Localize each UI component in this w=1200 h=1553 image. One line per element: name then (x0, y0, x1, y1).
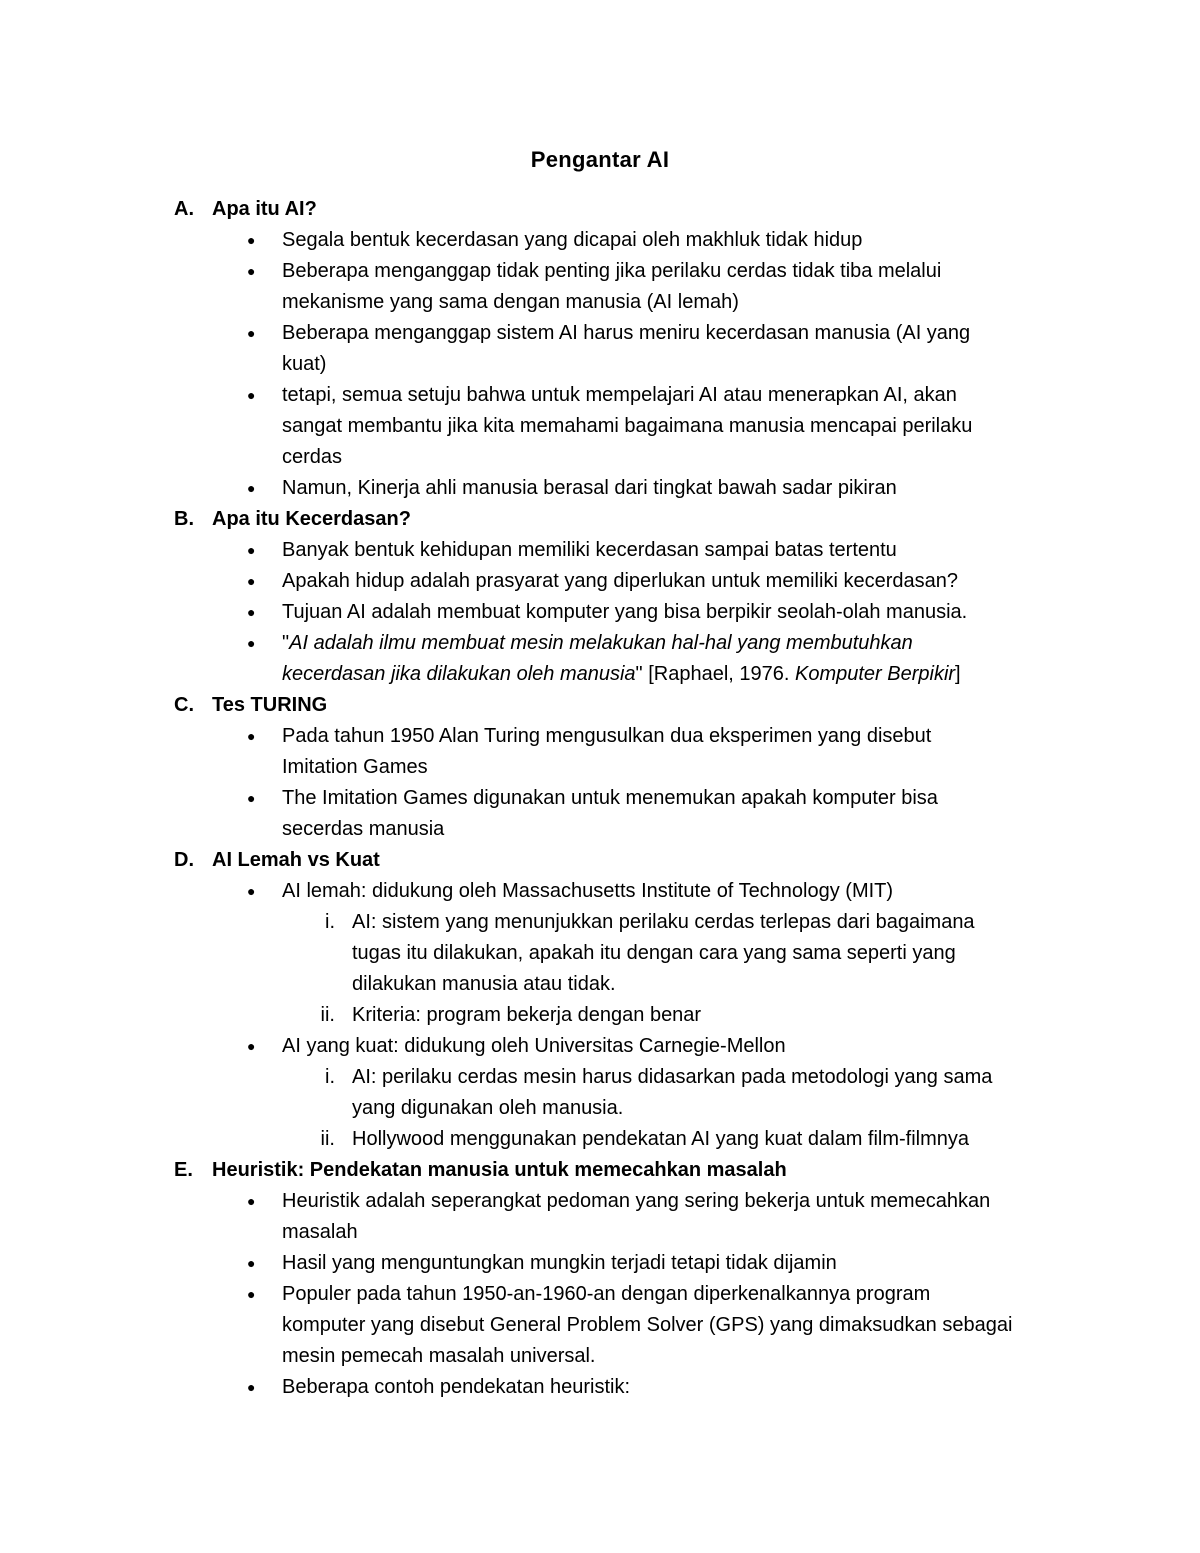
list-item-continuation: cerdas (282, 446, 343, 468)
sub-list-item: ii. Kriteria: program bekerja dengan benar (0, 1000, 1200, 1031)
bullet-icon: ● (247, 387, 256, 403)
list-item-quote (0, 628, 1200, 659)
sub-list-item: i. AI: sistem yang menunjukkan perilaku cerdas terlepas dari bagaimana (0, 907, 1200, 938)
bullet-icon: ● (247, 480, 256, 496)
list-item: ● Banyak bentuk kehidupan memiliki kecerdasan sampai batas tertentu (0, 535, 1200, 566)
bullet-icon: ● (247, 232, 256, 248)
section-heading (0, 845, 1200, 876)
quote-line-2: kecerdasan jika dilakukan oleh manusia" [Raphael, 1976. Komputer Berpikir] (282, 663, 961, 685)
list-item-continuation: mekanisme yang sama dengan manusia (AI lemah) (282, 291, 739, 313)
list-item: ● Heuristik adalah seperangkat pedoman yang sering bekerja untuk memecahkan (0, 1186, 1200, 1217)
section-heading (0, 690, 1200, 721)
list-item: ● Tujuan AI adalah membuat komputer yang bisa berpikir seolah-olah manusia. (0, 597, 1200, 628)
quote-line-1: "AI adalah ilmu membuat mesin melakukan hal-hal yang membutuhkan (282, 632, 913, 654)
list-item: ● AI lemah: didukung oleh Massachusetts Institute of Technology (MIT) (0, 876, 1200, 907)
list-item: ● Beberapa contoh pendekatan heuristik: (0, 1372, 1200, 1403)
bullet-icon: ● (247, 325, 256, 341)
bullet-icon: ● (247, 542, 256, 558)
list-item: ● Namun, Kinerja ahli manusia berasal dari tingkat bawah sadar pikiran (0, 473, 1200, 504)
section-title: Apa itu Kecerdasan? (212, 508, 411, 530)
section-letter: C. (174, 694, 194, 716)
section-letter: A. (174, 198, 194, 220)
section-letter: B. (174, 508, 194, 530)
sub-list-item-continuation: yang digunakan oleh manusia. (352, 1097, 624, 1119)
page-title: Pengantar AI (530, 147, 670, 172)
list-item-continuation: Imitation Games (282, 756, 428, 778)
list-item-continuation (0, 659, 1200, 690)
bullet-icon: ● (247, 1255, 256, 1271)
list-item-continuation: masalah (282, 1221, 358, 1243)
section-title: Heuristik: Pendekatan manusia untuk memecahkan masalah (212, 1159, 787, 1181)
bullet-icon: ● (247, 1193, 256, 1209)
sub-list-item: ii. Hollywood menggunakan pendekatan AI yang kuat dalam film-filmnya (0, 1124, 1200, 1155)
bullet-icon: ● (247, 263, 256, 279)
sub-list-item-continuation: tugas itu dilakukan, apakah itu dengan cara yang sama seperti yang (352, 942, 956, 964)
sub-list-item-continuation: dilakukan manusia atau tidak. (352, 973, 616, 995)
document-body (0, 194, 1200, 1403)
section-title: AI Lemah vs Kuat (212, 849, 380, 871)
section-title: Apa itu AI? (212, 198, 317, 220)
section-heading (0, 504, 1200, 535)
section-letter: E. (174, 1159, 193, 1181)
section-heading (0, 194, 1200, 225)
list-item: ● The Imitation Games digunakan untuk menemukan apakah komputer bisa (0, 783, 1200, 814)
list-item: ● AI yang kuat: didukung oleh Universitas Carnegie-Mellon (0, 1031, 1200, 1062)
bullet-icon: ● (247, 883, 256, 899)
section-letter: D. (174, 849, 194, 871)
roman-numeral: ii. (320, 1004, 335, 1026)
list-item: ● Pada tahun 1950 Alan Turing mengusulkan dua eksperimen yang disebut (0, 721, 1200, 752)
list-item: ● Segala bentuk kecerdasan yang dicapai oleh makhluk tidak hidup (0, 225, 1200, 256)
roman-numeral: i. (325, 911, 335, 933)
bullet-icon: ● (247, 635, 256, 651)
list-item: ● Populer pada tahun 1950-an-1960-an dengan diperkenalkannya program (0, 1279, 1200, 1310)
bullet-icon: ● (247, 728, 256, 744)
section-heading (0, 1155, 1200, 1186)
list-item: ● Beberapa menganggap tidak penting jika perilaku cerdas tidak tiba melalui (0, 256, 1200, 287)
list-item-continuation: mesin pemecah masalah universal. (282, 1345, 596, 1367)
list-item: ● Hasil yang menguntungkan mungkin terjadi tetapi tidak dijamin (0, 1248, 1200, 1279)
list-item: ● Apakah hidup adalah prasyarat yang diperlukan untuk memiliki kecerdasan? (0, 566, 1200, 597)
bullet-icon: ● (247, 1038, 256, 1054)
bullet-icon: ● (247, 1286, 256, 1302)
list-item-continuation: sangat membantu jika kita memahami bagaimana manusia mencapai perilaku (282, 415, 973, 437)
list-item-continuation: komputer yang disebut General Problem Solver (GPS) yang dimaksudkan sebagai (282, 1314, 1013, 1336)
bullet-icon: ● (247, 573, 256, 589)
roman-numeral: ii. (320, 1128, 335, 1150)
list-item-continuation: kuat) (282, 353, 327, 375)
sub-list-item: i. AI: perilaku cerdas mesin harus didasarkan pada metodologi yang sama (0, 1062, 1200, 1093)
bullet-icon: ● (247, 1379, 256, 1395)
list-item: ● Beberapa menganggap sistem AI harus meniru kecerdasan manusia (AI yang (0, 318, 1200, 349)
book-title: Komputer Berpikir (794, 663, 956, 685)
bullet-icon: ● (247, 790, 256, 806)
roman-numeral: i. (325, 1066, 335, 1088)
list-item-continuation: secerdas manusia (282, 818, 445, 840)
section-title: Tes TURING (212, 694, 328, 716)
bullet-icon: ● (247, 604, 256, 620)
list-item: ● tetapi, semua setuju bahwa untuk mempelajari AI atau menerapkan AI, akan (0, 380, 1200, 411)
